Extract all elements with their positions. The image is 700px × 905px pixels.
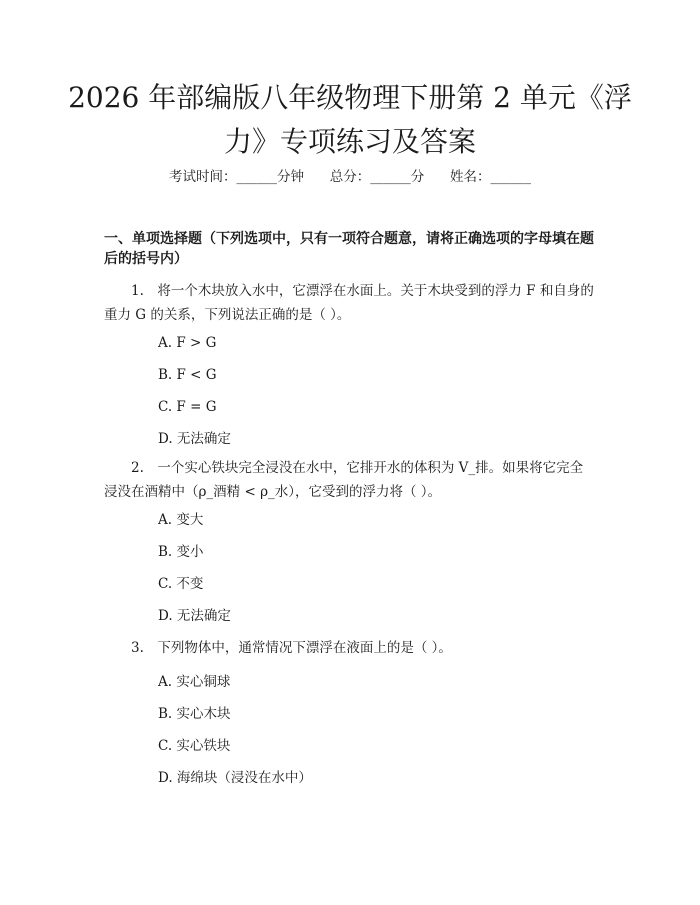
question-3-stem: 3. 下列物体中，通常情况下漂浮在液面上的是（ ）。 [131,640,452,656]
question-2-option-b: B. 变小 [158,544,204,560]
question-2-option-d: D. 无法确定 [158,608,231,624]
question-3-option-d: D. 海绵块（浸没在水中） [158,770,312,786]
document-title: 2026 年部编版八年级物理下册第 2 单元《浮力》专项练习及答案 [68,81,632,158]
question-1-option-c: C. F = G [158,399,217,415]
question-3-option-a: A. 实心铜球 [158,674,231,690]
question-3-option-b: B. 实心木块 [158,706,231,722]
question-1-option-b: B. F < G [158,367,217,383]
question-1-stem: 1. 将一个木块放入水中，它漂浮在水面上。关于木块受到的浮力 F 和自身的重力 G 的关系，下列说法正确的是（ ）。 [104,283,594,323]
question-2-option-a: A. 变大 [158,512,204,528]
exam-info-line: 考试时间：______分钟 总分：______分 姓名：______ [169,169,531,185]
question-1-option-a: A. F > G [158,335,217,351]
question-2-option-c: C. 不变 [158,576,204,592]
section-title: 一、单项选择题（下列选项中，只有一项符合题意，请将正确选项的字母填在题后的括号内） [104,231,594,267]
question-1-option-d: D. 无法确定 [158,431,231,447]
question-2-stem: 2. 一个实心铁块完全浸没在水中，它排开水的体积为 V_排。如果将它完全浸没在酒精中（ρ_酒精 < ρ_水），它受到的浮力将（ ）。 [104,460,584,500]
question-3-option-c: C. 实心铁块 [158,738,231,754]
